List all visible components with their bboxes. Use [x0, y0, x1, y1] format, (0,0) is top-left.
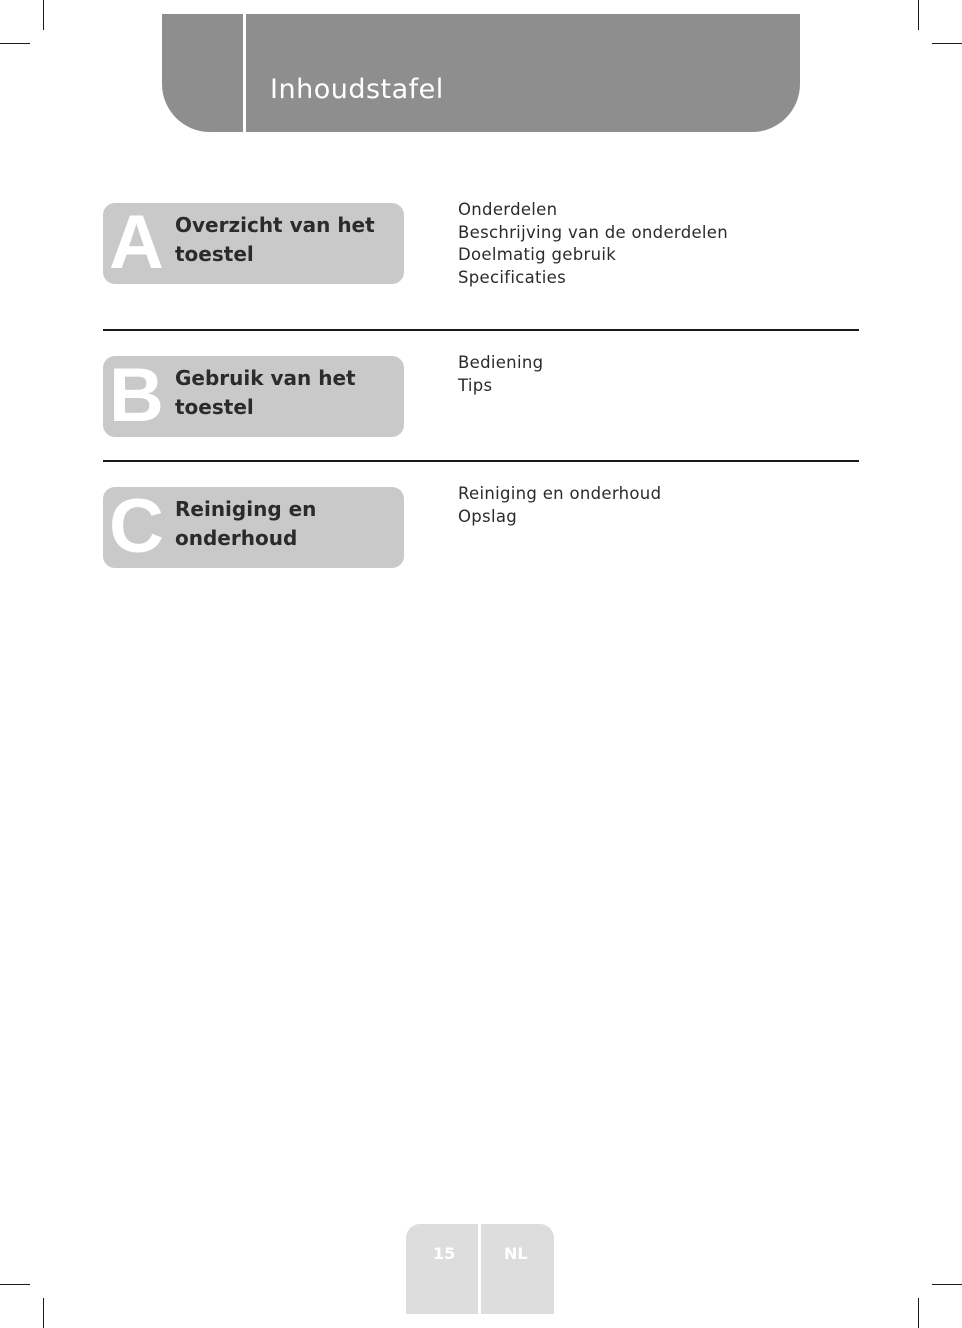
header-divider	[243, 14, 246, 132]
list-item: Beschrijving van de onderdelen	[458, 222, 729, 242]
section-c-title-line2: onderhoud	[175, 526, 298, 550]
crop-mark-top-left-v	[43, 0, 44, 30]
crop-mark-top-left-h	[0, 43, 30, 44]
header-tab	[162, 14, 800, 132]
list-item: Specificaties	[458, 268, 567, 288]
crop-mark-top-right-v	[918, 0, 919, 30]
list-item: Onderdelen	[458, 200, 558, 219]
crop-mark-bottom-left-h	[0, 1284, 30, 1285]
list-item: Tips	[458, 375, 493, 395]
crop-mark-bottom-right-h	[932, 1284, 962, 1285]
section-a-title-line1: Overzicht van het	[175, 213, 375, 237]
list-item: Doelmatig gebruik	[458, 245, 617, 265]
crop-mark-top-right-h	[932, 43, 962, 44]
footer-tab	[406, 1224, 554, 1314]
section-b-title-line1: Gebruik van het	[175, 366, 356, 390]
list-item: Bediening	[458, 353, 544, 372]
section-b-title	[175, 364, 390, 422]
section-divider	[103, 329, 859, 331]
crop-mark-bottom-left-v	[43, 1298, 44, 1328]
list-item: Reiniging en onderhoud	[458, 484, 662, 503]
section-c-letter: C	[109, 487, 164, 568]
section-c-title-line1: Reiniging en	[175, 497, 317, 521]
section-a-title-line2: toestel	[175, 242, 254, 266]
section-b-letter: B	[109, 356, 164, 437]
crop-mark-bottom-right-v	[918, 1298, 919, 1328]
section-c-title	[175, 495, 390, 553]
section-c-box	[103, 487, 404, 568]
section-b-box	[103, 356, 404, 437]
section-b-title-line2: toestel	[175, 395, 254, 419]
list-item: Opslag	[458, 506, 518, 526]
page-title: Inhoudstafel	[270, 74, 444, 105]
page-number: 15	[433, 1244, 456, 1263]
section-divider	[103, 460, 859, 462]
section-a-title	[175, 211, 390, 269]
section-c-items	[458, 483, 858, 528]
section-a-letter: A	[109, 203, 164, 284]
section-a-box	[103, 203, 404, 284]
section-a-items	[458, 199, 858, 290]
section-b-items	[458, 352, 858, 397]
footer-divider	[478, 1224, 481, 1314]
language-code: NL	[504, 1244, 528, 1263]
